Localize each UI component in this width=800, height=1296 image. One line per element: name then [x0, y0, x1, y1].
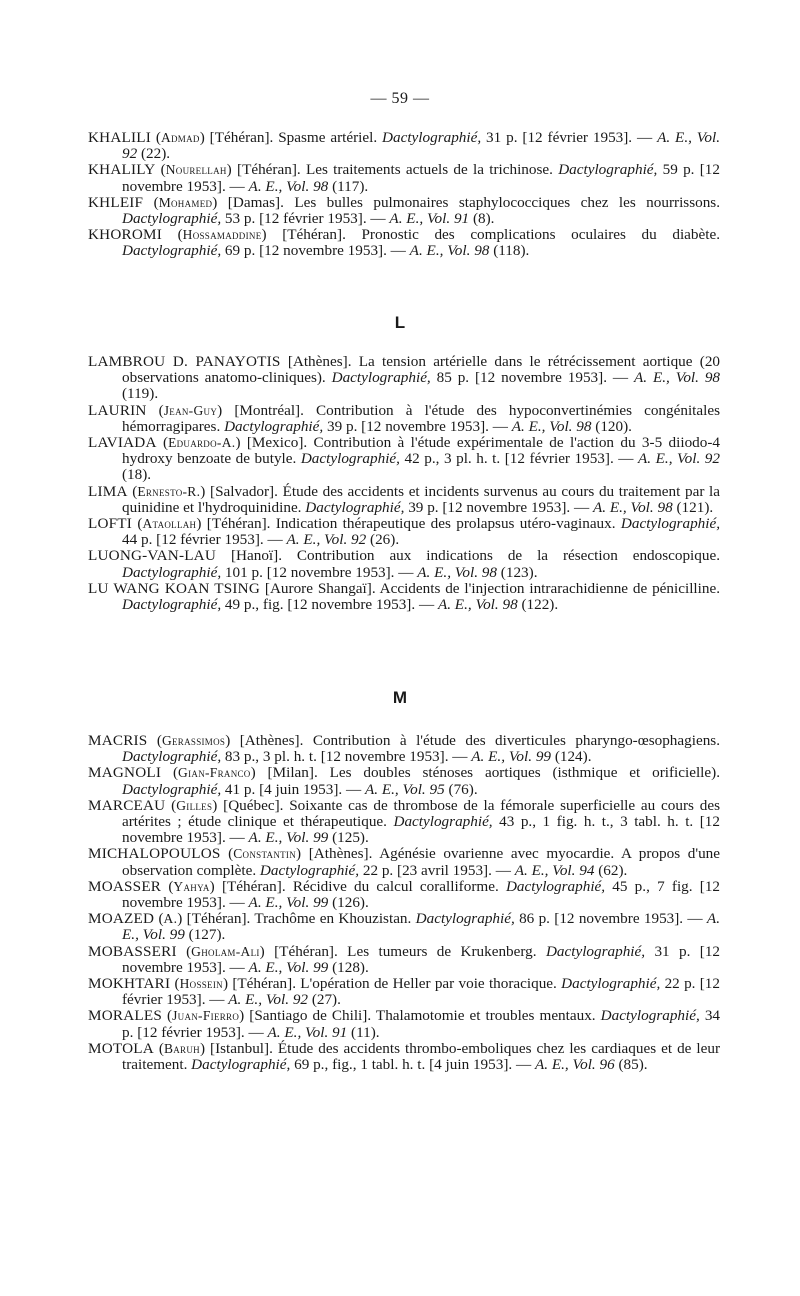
- thesis-type: Dactylographié,: [505, 877, 606, 895]
- reference-number: (8).: [469, 210, 495, 228]
- reference-number: (123).: [497, 563, 538, 581]
- author-place: [Téhéran]: [221, 877, 282, 895]
- thesis-type: Dactylographié,: [259, 861, 360, 879]
- author-surname: MOTOLA: [88, 1039, 154, 1057]
- journal-reference: A. E., Vol. 92: [228, 991, 309, 1009]
- author-given-name: Ernesto-R.: [137, 483, 201, 499]
- author-given-name: Gholam-Ali: [191, 943, 260, 959]
- author-surname: MOBASSERI: [88, 942, 177, 960]
- bibliography-entry: [88, 581, 720, 613]
- author-place: [Damas]: [227, 193, 281, 211]
- bibliography-entry: KHOROMI (Hossamaddine) [Téhéran]. Pronostic des complications oculaires du diabète. Dactylographié, 69 p. [12 novembre 1953]. — A. E., Vol. 98 (118).: [88, 226, 720, 260]
- entry-title: . Pronostic des complications oculaires du diabète.: [342, 226, 720, 244]
- reference-number: (22).: [137, 145, 171, 163]
- journal-reference: A. E., Vol. 98: [409, 242, 490, 260]
- entry-title: . Récidive du calcul coralliforme.: [281, 877, 506, 895]
- entry-title: . Les tumeurs de Krukenberg.: [334, 942, 546, 960]
- entry-details: 69 p., fig., 1 tabl. h. t. [4 juin 1953]. —: [290, 1056, 535, 1074]
- author-surname: LU WANG KOAN TSING: [88, 579, 261, 597]
- author-given-name: Hossein: [179, 976, 223, 992]
- author-given-name: A.: [163, 911, 178, 927]
- author-place: [Santiago de Chili]: [249, 1007, 368, 1025]
- author-surname: LAURIN: [88, 401, 147, 419]
- reference-number: (121).: [672, 498, 714, 516]
- author-surname: LAVIADA: [88, 434, 157, 452]
- author-surname: MOASSER: [88, 877, 162, 895]
- reference-number: (127).: [184, 926, 226, 944]
- thesis-type: Dactylographié,: [382, 129, 482, 146]
- bibliography-entry: LAVIADA (Eduardo-A.) [Mexico]. Contribution à l'étude expérimentale de l'action du 3-5 diiodo-4 hydroxy benzoate de butyle. Dactylographié, 42 p., 3 pl. h. t. [12 février 1953]. — A. E., Vol. 92 (18).: [88, 434, 721, 484]
- author-place: [Téhéran]: [186, 910, 247, 928]
- author-place: [Aurore Shangaï]: [264, 579, 372, 597]
- author-given-name: Mohamed: [158, 194, 213, 210]
- thesis-type: Dactylographié,: [122, 780, 222, 798]
- author-place: [Mexico]: [246, 434, 304, 452]
- journal-reference: A. E., Vol. 98: [417, 563, 497, 581]
- author-surname: MARCEAU: [88, 796, 166, 814]
- author-given-name: Gian-Franco: [178, 765, 251, 781]
- bibliography-entry: MAGNOLI (Gian-Franco) [Milan]. Les doubles sténoses aortiques (isthmique et orificielle). Dactylographié, 41 p. [4 juin 1953]. — A. E., Vol. 95 (76).: [88, 764, 720, 798]
- journal-reference: A. E., Vol. 98: [511, 417, 592, 435]
- thesis-type: Dactylographié,: [393, 813, 493, 831]
- section-k: [88, 130, 720, 260]
- journal-reference: A. E., Vol. 92: [122, 129, 720, 163]
- entry-details: 31 p. [12 février 1953]. —: [481, 129, 658, 146]
- bibliography-entry: LOFTI (Ataollah) [Téhéran]. Indication thérapeutique des prolapsus utéro-vaginaux. Dactylographié, 44 p. [12 février 1953]. — A. E., Vol. 92 (26).: [88, 515, 721, 549]
- entry-title: . Contribution aux indications de la résection endoscopique.: [278, 547, 721, 565]
- journal-reference: A. E., Vol. 98: [248, 177, 329, 195]
- entry-details: 59 p. [12 novembre 1953]. —: [122, 161, 720, 195]
- bibliography-entry: MOASSER (Yahya) [Téhéran]. Récidive du calcul coralliforme. Dactylographié, 45 p., 7 fig. [12 novembre 1953]. — A. E., Vol. 99 (126).: [88, 877, 721, 912]
- author-given-name: Juan-Fierro: [172, 1008, 240, 1024]
- entry-title: . Étude des accidents et incidents survenus au cours du traitement par la quinidine et l'hydroquinidine.: [122, 482, 721, 516]
- section-letter-m: M: [392, 688, 408, 707]
- author-surname: MAGNOLI: [88, 764, 162, 782]
- thesis-type: Dactylographié,: [331, 369, 431, 387]
- author-place: [Téhéran]: [209, 129, 270, 146]
- thesis-type: Dactylographié,: [600, 1007, 700, 1025]
- entry-details: 31 p. [12 novembre 1953]. —: [122, 942, 721, 976]
- reference-number: (125).: [328, 829, 369, 847]
- journal-reference: A. E., Vol. 94: [514, 861, 595, 879]
- author-given-name: Baruh: [163, 1040, 200, 1056]
- journal-reference: A. E., Vol. 99: [471, 748, 552, 766]
- author-place: [Salvador]: [210, 482, 275, 500]
- author-surname: KHOROMI: [88, 226, 162, 244]
- entry-title: . Contribution à l'étude des hypoconvertinémies congénitales hémorragipares.: [122, 401, 721, 435]
- entry-details: 42 p., 3 pl. h. t. [12 février 1953]. —: [399, 450, 639, 468]
- journal-reference: A. E., Vol. 98: [592, 498, 673, 516]
- entry-details: 49 p., fig. [12 novembre 1953]. —: [221, 596, 438, 614]
- entry-details: 101 p. [12 novembre 1953]. —: [221, 563, 418, 581]
- author-surname: LIMA: [88, 482, 128, 500]
- thesis-type: Dactylographié,: [415, 910, 515, 928]
- author-surname: MOAZED: [88, 910, 155, 928]
- entry-details: 83 p., 3 pl. h. t. [12 novembre 1953]. —: [221, 748, 472, 766]
- author-place: [Athènes]: [239, 732, 300, 749]
- author-place: [Téhéran]: [282, 226, 343, 244]
- entry-title: . Thalamotomie et troubles mentaux.: [367, 1007, 601, 1025]
- author-place: [Istanbul]: [210, 1039, 270, 1057]
- bibliography-entry: LIMA (Ernesto-R.) [Salvador]. Étude des accidents et incidents survenus au cours du traitement par la quinidine et l'hydroquinidine. Dactylographié, 39 p. [12 novembre 1953]. — A. E., Vol. 98 (121).: [88, 482, 721, 516]
- thesis-type: Dactylographié,: [122, 748, 222, 766]
- reference-number: (76).: [444, 780, 478, 798]
- journal-reference: A. E., Vol. 99: [248, 829, 329, 847]
- thesis-type: Dactylographié,: [224, 417, 324, 435]
- section-m: [88, 733, 720, 1073]
- reference-number: (126).: [328, 894, 369, 912]
- entry-details: 44 p. [12 février 1953]. —: [122, 531, 287, 549]
- author-given-name: Ataollah: [142, 516, 197, 532]
- author-place: [Québec]: [223, 796, 280, 814]
- bibliography-entry: KHALILI (Admad) [Téhéran]. Spasme artériel. Dactylographié, 31 p. [12 février 1953]. — A. E., Vol. 92 (22).: [88, 129, 720, 163]
- entry-details: 39 p. [12 novembre 1953]. —: [323, 417, 512, 435]
- bibliography-entry: MOTOLA (Baruh) [Istanbul]. Étude des accidents thrombo-emboliques chez les cardiaques et de leur traitement. Dactylographié, 69 p., fig., 1 tabl. h. t. [4 juin 1953]. — A. E., Vol. 96 (85).: [88, 1039, 721, 1074]
- author-surname: LUONG-VAN-LAU: [88, 547, 217, 565]
- entry-title: . Les bulles pulmonaires staphylococciques chez les nourrissons.: [280, 193, 720, 211]
- author-place: [Montréal]: [234, 401, 301, 419]
- entry-details: 53 p. [12 février 1953]. —: [221, 210, 390, 228]
- entry-details: 45 p., 7 fig. [12 novembre 1953]. —: [122, 877, 721, 912]
- bibliography-entry: [88, 548, 720, 580]
- author-surname: MOKHTARI: [88, 975, 171, 993]
- entry-details: 69 p. [12 novembre 1953]. —: [221, 242, 410, 260]
- entry-title: . L'opération de Heller par voie thoracique.: [292, 975, 562, 993]
- thesis-type: Dactylographié,: [191, 1056, 291, 1074]
- entry-details: 39 p. [12 novembre 1953]. —: [404, 498, 593, 516]
- entry-title: . La tension artérielle dans le rétrécissement aortique (20 observations anatomo-cliniques).: [122, 353, 721, 387]
- thesis-type: Dactylographié,: [620, 515, 721, 533]
- bibliography-entry: MICHALOPOULOS (Constantin) [Athènes]. Agénésie ovarienne avec myocardie. A propos d'une observation complète. Dactylographié, 22 p. [23 avril 1953]. — A. E., Vol. 94 (62).: [88, 845, 721, 879]
- journal-reference: A. E., Vol. 91: [389, 210, 470, 228]
- author-surname: MORALES: [88, 1007, 162, 1025]
- entry-details: 86 p. [12 novembre 1953]. —: [514, 910, 707, 928]
- thesis-type: Dactylographié,: [122, 210, 222, 228]
- entry-title: . Les traitements actuels de la trichinose.: [296, 161, 559, 179]
- author-place: [Milan]: [267, 764, 314, 782]
- reference-number: (62).: [594, 861, 628, 879]
- entry-details: 85 p. [12 novembre 1953]. —: [430, 369, 634, 387]
- author-given-name: Gilles: [176, 797, 213, 813]
- reference-number: (26).: [366, 531, 400, 549]
- reference-number: (117).: [328, 177, 369, 195]
- bibliography-entry: MACRIS (Gerassimos) [Athènes]. Contribution à l'étude des diverticules pharyngo-œsophagiens. Dactylographié, 83 p., 3 pl. h. t. [12 novembre 1953]. — A. E., Vol. 99 (124).: [88, 732, 720, 766]
- bibliography-entry: [88, 354, 720, 403]
- entry-details: 22 p. [23 avril 1953]. —: [359, 861, 515, 879]
- journal-reference: A. E., Vol. 92: [286, 531, 367, 549]
- entry-title: . Indication thérapeutique des prolapsus utéro-vaginaux.: [266, 515, 621, 533]
- reference-number: (128).: [328, 958, 369, 976]
- entry-details: 41 p. [4 juin 1953]. —: [221, 780, 365, 798]
- journal-reference: A. E., Vol. 98: [633, 369, 721, 387]
- journal-reference: A. E., Vol. 96: [534, 1056, 615, 1074]
- bibliography-entry: MOBASSERI (Gholam-Ali) [Téhéran]. Les tumeurs de Krukenberg. Dactylographié, 31 p. [12 novembre 1953]. — A. E., Vol. 99 (128).: [88, 942, 721, 976]
- author-surname: LOFTI: [88, 515, 133, 533]
- journal-reference: A. E., Vol. 95: [364, 780, 445, 798]
- page-number: — 59 —: [370, 90, 430, 107]
- journal-reference: A. E., Vol. 99: [122, 910, 720, 944]
- section-letter-l: L: [394, 313, 406, 332]
- thesis-type: Dactylographié,: [545, 942, 646, 960]
- author-surname: MICHALOPOULOS: [88, 845, 221, 863]
- entry-details: 43 p., 1 fig. h. t., 3 tabl. h. t. [12 novembre 1953]. —: [122, 813, 720, 847]
- reference-number: (85).: [614, 1056, 648, 1074]
- entry-title: . Agénésie ovarienne avec myocardie. A propos d'une observation complète.: [122, 845, 721, 879]
- author-given-name: Admad: [160, 130, 200, 145]
- reference-number: (27).: [308, 991, 341, 1009]
- reference-number: (122).: [517, 596, 559, 614]
- journal-reference: A. E., Vol. 98: [437, 596, 518, 614]
- reference-number: (18).: [122, 466, 152, 484]
- journal-reference: A. E., Vol. 91: [267, 1023, 348, 1041]
- reference-number: (124).: [551, 748, 592, 766]
- entry-details: 34 p. [12 février 1953]. —: [122, 1007, 721, 1041]
- author-surname: MACRIS: [88, 732, 148, 749]
- author-surname: KHLEIF: [88, 193, 144, 211]
- entry-title: . Contribution à l'étude des diverticules pharyngo-œsophagiens.: [299, 732, 720, 749]
- entry-title: . Étude des accidents thrombo-emboliques chez les cardiaques et de leur traitement.: [122, 1039, 721, 1074]
- section-l: [88, 354, 720, 613]
- author-given-name: Jean-Guy: [163, 402, 218, 418]
- bibliography-entry: MOKHTARI (Hossein) [Téhéran]. L'opération de Heller par voie thoracique. Dactylographié, 22 p. [12 février 1953]. — A. E., Vol. 92 (27).: [88, 975, 720, 1009]
- reference-number: (118).: [489, 242, 530, 260]
- author-surname: LAMBROU D. PANAYOTIS: [88, 353, 281, 370]
- thesis-type: Dactylographié,: [122, 596, 222, 614]
- author-place: [Téhéran]: [274, 942, 334, 960]
- entry-title: . Spasme artériel.: [269, 129, 383, 146]
- author-place: [Téhéran]: [232, 975, 293, 993]
- author-given-name: Gerassimos: [161, 733, 226, 748]
- thesis-type: Dactylographié,: [558, 161, 658, 179]
- entry-details: 22 p. [12 février 1953]. —: [122, 975, 720, 1009]
- bibliography-entry: KHALILY (Nourellah) [Téhéran]. Les traitements actuels de la trichinose. Dactylographié, 59 p. [12 novembre 1953]. — A. E., Vol. 98 (117).: [88, 161, 720, 195]
- bibliography-entry: MOAZED (A.) [Téhéran]. Trachôme en Khouzistan. Dactylographié, 86 p. [12 novembre 1953]. — A. E., Vol. 99 (127).: [88, 910, 720, 944]
- bibliography-entry: MARCEAU (Gilles) [Québec]. Soixante cas de thrombose de la fémorale superficielle au cours des artérites ; étude clinique et thérapeutique. Dactylographié, 43 p., 1 fig. h. t., 3 tabl. h. t. [12 novembre 1953]. — A. E., Vol. 99 (125).: [88, 796, 720, 847]
- author-place: [Téhéran]: [237, 161, 297, 179]
- reference-number: (11).: [347, 1023, 380, 1041]
- journal-reference: A. E., Vol. 99: [248, 958, 329, 976]
- entry-title: . Contribution à l'étude expérimentale de l'action du 3-5 diiodo-4 hydroxy benzoate de butyle.: [122, 434, 721, 468]
- author-place: [Hanoï]: [230, 547, 279, 565]
- entry-title: . Trachôme en Khouzistan.: [246, 910, 416, 928]
- bibliography-entry: LAURIN (Jean-Guy) [Montréal]. Contribution à l'étude des hypoconvertinémies congénitales hémorragipares. Dactylographié, 39 p. [12 novembre 1953]. — A. E., Vol. 98 (120).: [88, 401, 721, 435]
- author-place: [Athènes]: [308, 845, 369, 863]
- author-given-name: Nourellah: [165, 162, 227, 178]
- author-given-name: Hossamaddine: [182, 227, 262, 243]
- thesis-type: Dactylographié,: [561, 975, 661, 993]
- bibliography-entry: KHLEIF (Mohamed) [Damas]. Les bulles pulmonaires staphylococciques chez les nourrissons. Dactylographié, 53 p. [12 février 1953]. — A. E., Vol. 91 (8).: [88, 193, 720, 228]
- author-given-name: Constantin: [233, 846, 297, 862]
- entry-title: . Soixante cas de thrombose de la fémorale superficielle au cours des artérites ; étude clinique et thérapeutique.: [122, 796, 720, 831]
- thesis-type: Dactylographié,: [122, 563, 222, 581]
- author-surname: KHALILY: [88, 161, 156, 179]
- author-surname: KHALILI: [88, 129, 151, 146]
- reference-number: (120).: [591, 417, 632, 435]
- author-given-name: Yahya: [173, 878, 210, 894]
- author-given-name: Eduardo-A.: [168, 435, 236, 451]
- author-place: [Athènes]: [287, 353, 348, 370]
- entry-title: . Les doubles sténoses aortiques (isthmique et orificielle).: [313, 764, 720, 782]
- journal-reference: A. E., Vol. 92: [638, 450, 720, 468]
- thesis-type: Dactylographié,: [305, 498, 405, 516]
- thesis-type: Dactylographié,: [300, 450, 400, 468]
- thesis-type: Dactylographié,: [122, 242, 222, 260]
- entry-title: . Accidents de l'injection intrarachidienne de pénicilline.: [371, 579, 720, 597]
- journal-reference: A. E., Vol. 99: [248, 894, 329, 912]
- bibliography-entry: MORALES (Juan-Fierro) [Santiago de Chili]. Thalamotomie et troubles mentaux. Dactylographié, 34 p. [12 février 1953]. — A. E., Vol. 91 (11).: [88, 1007, 721, 1041]
- author-place: [Téhéran]: [206, 515, 267, 533]
- reference-number: (119).: [122, 385, 159, 403]
